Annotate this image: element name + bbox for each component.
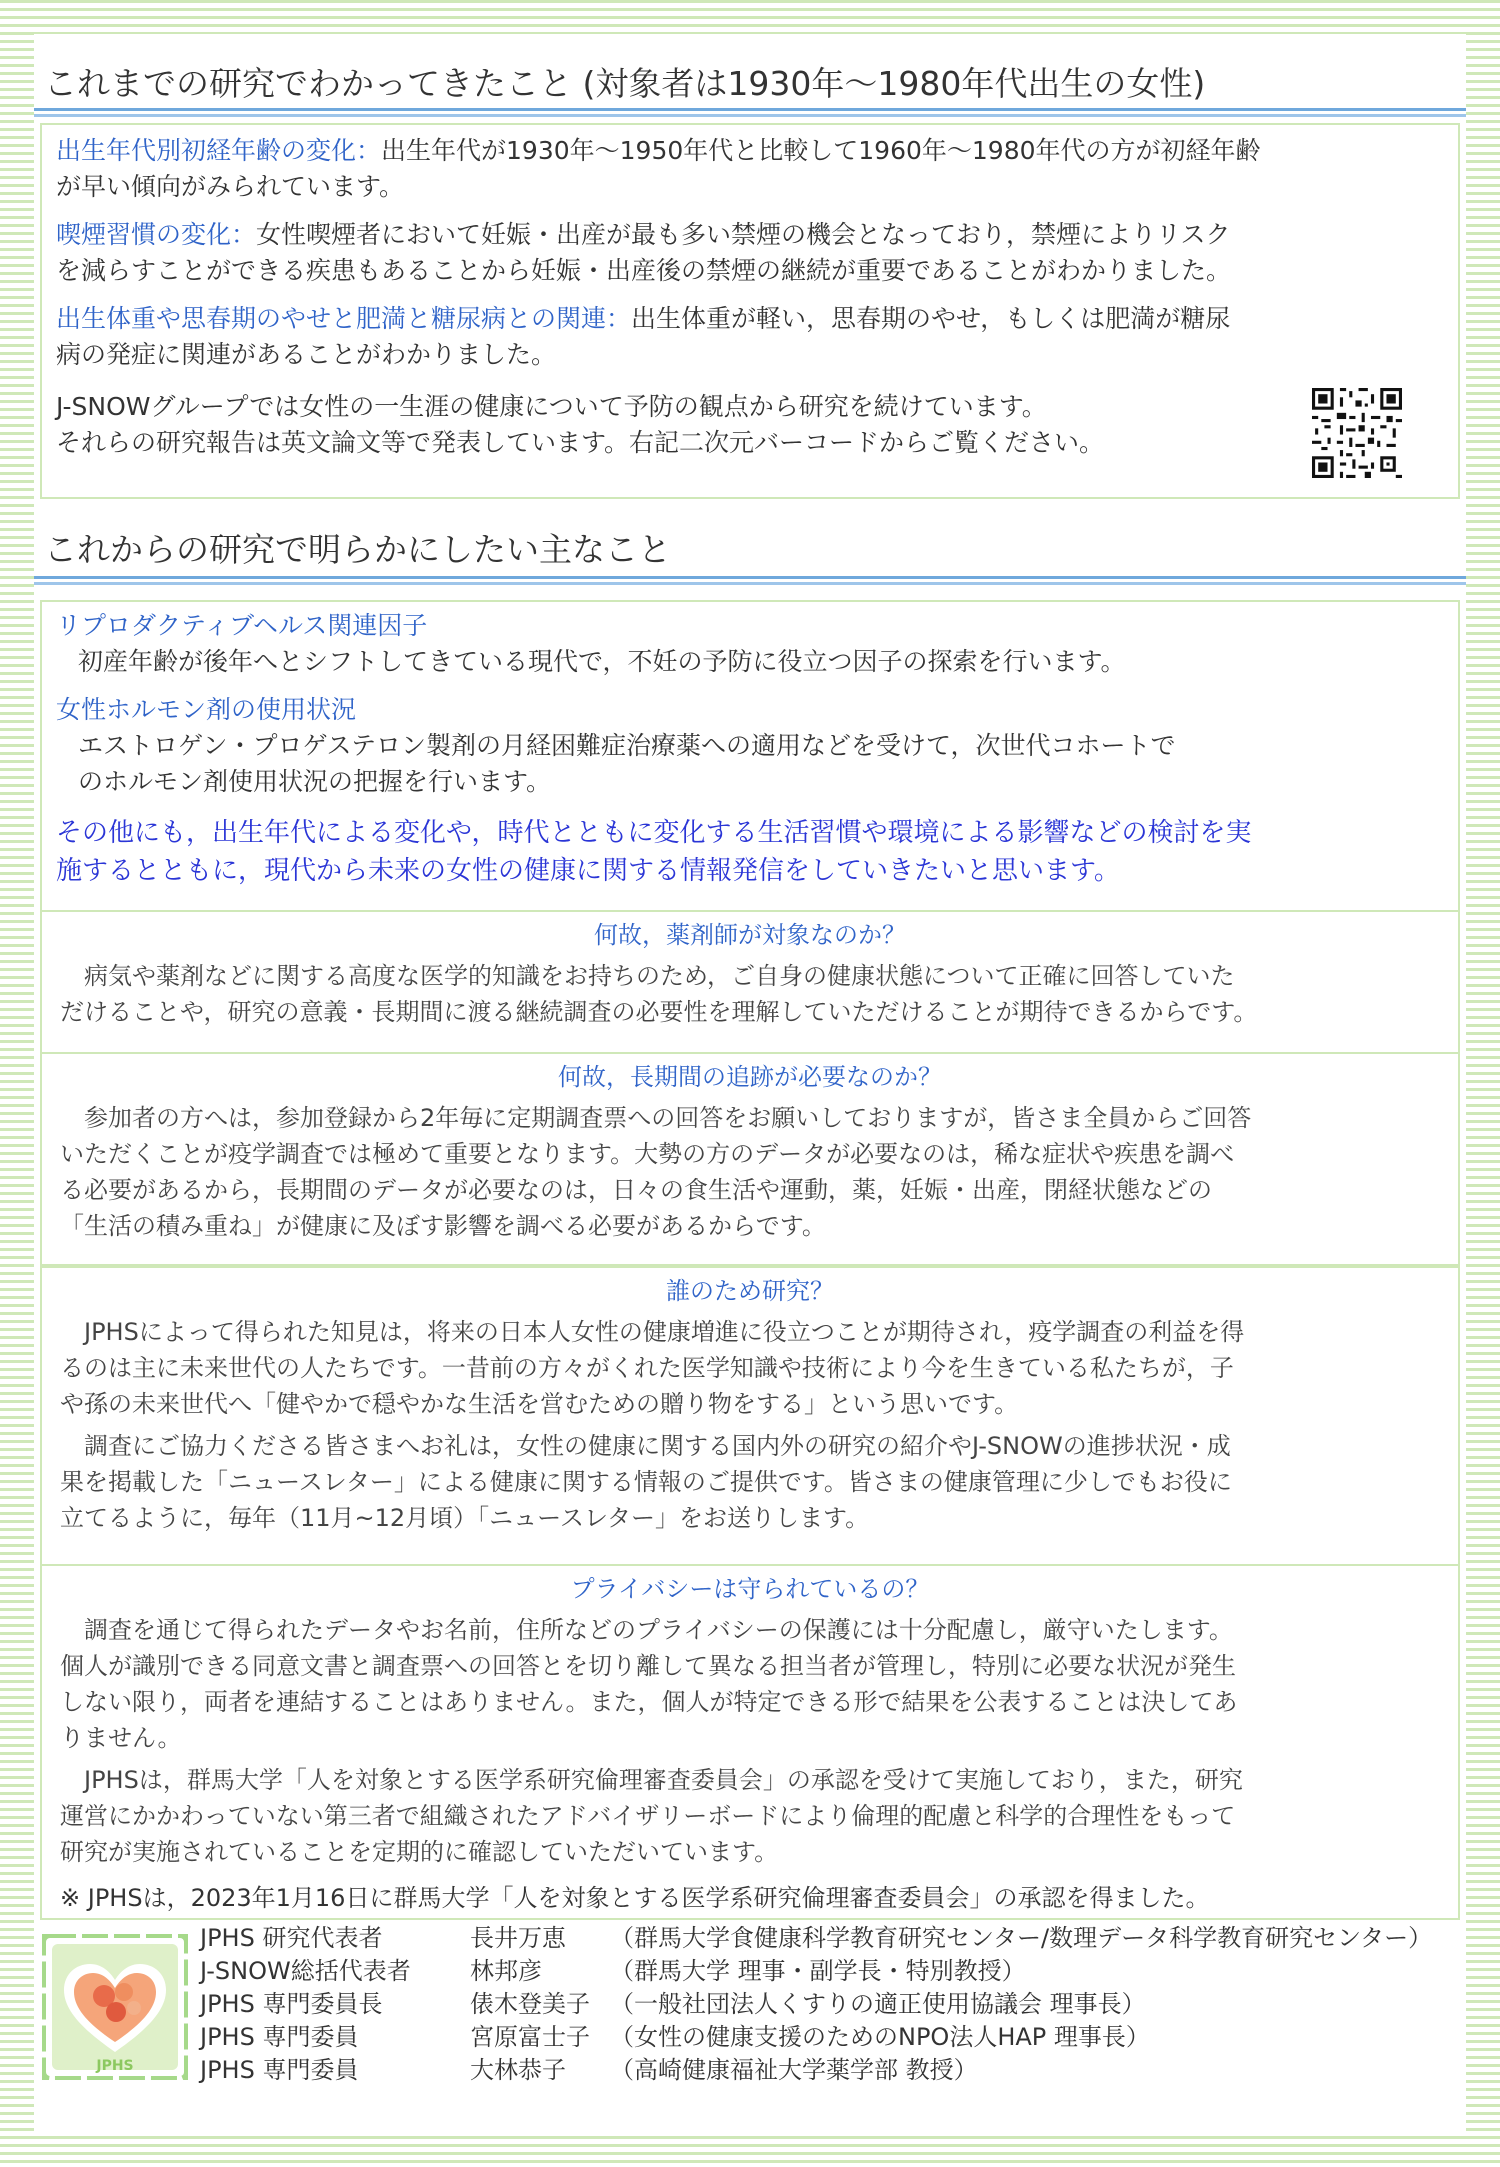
person-row: [200, 2021, 1450, 2054]
section2-rule: [34, 576, 1466, 585]
qa-line: る必要があるから，長期間のデータが必要なのは，日々の食生活や運動，薬，妊娠・出産，閉経状態などの: [60, 1176, 1212, 1204]
section1-title: これまでの研究でわかってきたこと (対象者は1930年～1980年代出生の女性): [44, 64, 1206, 103]
qa-box-privacy: [40, 1564, 1460, 1920]
closing-text: [56, 389, 1296, 461]
qa-line: JPHSは，群馬大学「人を対象とする医学系研究倫理審査委員会」の承認を受けて実施しており，また，研究: [84, 1766, 1243, 1794]
item-head: 喫煙習慣の変化：: [56, 220, 257, 249]
item-head: 出生体重や思春期のやせと肥満と糖尿病との関連：: [56, 304, 632, 333]
item-text: 病の発症に関連があることがわかりました。: [56, 340, 557, 369]
item-smoking: [56, 217, 1446, 289]
item-text: が早い傾向がみられています。: [56, 172, 405, 201]
person-row: [200, 1988, 1450, 2021]
qa-line: いただくことが疫学調査では極めて重要となります。大勢の方のデータが必要なのは，稀な症状や疾患を調べ: [60, 1140, 1235, 1168]
future-item-head: 女性ホルモン剤の使用状況: [56, 695, 357, 724]
closing-line-1: J-SNOWグループでは女性の一生涯の健康について予防の観点から研究を続けています。: [56, 392, 1047, 421]
item-birthweight: [56, 301, 1446, 373]
qa-line: 果を掲載した「ニュースレター」による健康に関する情報のご提供です。皆さまの健康管理に少しでもお役に: [60, 1468, 1232, 1496]
qa-title: プライバシーは守られているの？: [570, 1575, 930, 1603]
qa-line: しない限り，両者を連結することはありません。また，個人が特定できる形で結果を公表することは決してあ: [60, 1688, 1238, 1716]
future-summary: [56, 814, 1446, 890]
qa-body: [60, 1314, 1446, 1536]
person-name: 大林恭子: [470, 2056, 566, 2084]
future-item-line: のホルモン剤使用状況の把握を行います。: [78, 767, 552, 796]
qa-line: や孫の未来世代へ「健やかで穏やかな生活を営むための贈り物をする」という思いです。: [60, 1390, 1019, 1418]
person-affiliation: （群馬大学 理事・副学長・特別教授）: [610, 1957, 1026, 1985]
person-affiliation: （一般社団法人くすりの適正使用協議会 理事長）: [610, 1990, 1146, 2018]
person-affiliation: （高崎健康福祉大学薬学部 教授）: [610, 2056, 978, 2084]
person-name: 長井万恵: [470, 1924, 566, 1952]
qa-line: 「生活の積み重ね」が健康に及ぼす影響を調べる必要があるからです。: [60, 1212, 826, 1240]
item-text: を減らすことができる疾患もあることから妊娠・出産後の禁煙の継続が重要であることがわかりました。: [56, 256, 1232, 285]
section2-box: [40, 600, 1460, 920]
qr-code-icon[interactable]: [1312, 388, 1402, 478]
people-list: [200, 1922, 1450, 2087]
person-name: 林邦彦: [470, 1957, 542, 1985]
flyer-page: [34, 34, 1466, 2133]
qa-box-pharmacist: [40, 910, 1460, 1054]
item-menarche: [56, 133, 1446, 205]
person-name: 俵木登美子: [470, 1990, 590, 2018]
qa-line: 調査にご協力くださる皆さまへお礼は，女性の健康に関する国内外の研究の紹介やJ-SNOWの進捗状況・成: [84, 1432, 1231, 1460]
section1-rule: [34, 108, 1466, 117]
item-head: 出生年代別初経年齢の変化：: [56, 136, 382, 165]
item-text: 出生年代が1930年～1950年代と比較して1960年～1980年代の方が初経年齢: [381, 136, 1261, 165]
qa-line: 立てるように，毎年（11月~12月頃）「ニュースレター」をお送りします。: [60, 1504, 870, 1532]
person-role: JPHS 専門委員長: [200, 1990, 383, 2018]
person-role: JPHS 専門委員: [200, 2056, 359, 2084]
qa-line: 調査を通じて得られたデータやお名前，住所などのプライバシーの保護には十分配慮し，厳守いたします。: [84, 1616, 1233, 1644]
qa-line: 参加者の方へは，参加登録から2年毎に定期調査票への回答をお願いしておりますが，皆さま全員からご回答: [84, 1104, 1252, 1132]
person-affiliation: （女性の健康支援のためのNPO法人HAP 理事長）: [610, 2023, 1150, 2051]
qa-body: [60, 958, 1446, 1030]
approval-note: ※ JPHSは，2023年1月16日に群馬大学「人を対象とする医学系研究倫理審査委員会」の承認を得ました。: [60, 1884, 1210, 1912]
qa-box-whom: [40, 1266, 1460, 1566]
item-text: 出生体重が軽い，思春期のやせ，もしくは肥満が糖尿: [631, 304, 1231, 333]
closing-line-2: それらの研究報告は英文論文等で発表しています。右記二次元バーコードからご覧ください。: [56, 428, 1105, 457]
person-row: [200, 1922, 1450, 1955]
jphs-logo-icon: [42, 1934, 188, 2080]
qa-line: だけることや，研究の意義・長期間に渡る継続調査の必要性を理解していただけることが期待できるからです。: [60, 998, 1258, 1026]
person-row: [200, 1955, 1450, 1988]
section1-box: [40, 123, 1460, 499]
qa-body: [60, 1100, 1446, 1244]
person-affiliation: （群馬大学食健康科学教育研究センター/数理データ科学教育研究センター）: [610, 1924, 1433, 1952]
qa-line: 研究が実施されていることを定期的に確認していただいています。: [60, 1838, 779, 1866]
qa-line: JPHSによって得られた知見は，将来の日本人女性の健康増進に役立つことが期待され，疫学調査の利益を得: [84, 1318, 1245, 1346]
qa-body: [60, 1612, 1446, 1916]
person-row: [200, 2054, 1450, 2087]
qa-title: 何故，長期間の追跡が必要なのか？: [558, 1063, 942, 1091]
qa-title: 誰のため研究？: [666, 1277, 834, 1305]
qa-line: 病気や薬剤などに関する高度な医学的知識をお持ちのため，ご自身の健康状態について正確に回答していた: [84, 962, 1235, 990]
summary-line: その他にも，出生年代による変化や，時代とともに変化する生活習慣や環境による影響などの検討を実: [56, 818, 1252, 848]
qa-line: りません。: [60, 1724, 182, 1752]
future-item-text: [78, 728, 1468, 800]
future-item-text: 初産年齢が後年へとシフトしてきている現代で，不妊の予防に役立つ因子の探索を行います。: [78, 647, 1126, 676]
qa-box-longterm: [40, 1052, 1460, 1266]
qa-line: 個人が識別できる同意文書と調査票への回答とを切り離して異なる担当者が管理し，特別に必要な状況が発生: [60, 1652, 1236, 1680]
summary-line: 施するとともに，現代から未来の女性の健康に関する情報発信をしていきたいと思います。: [56, 856, 1120, 886]
qa-line: るのは主に未来世代の人たちです。一昔前の方々がくれた医学知識や技術により今を生きている私たちが，子: [60, 1354, 1234, 1382]
person-name: 宮原富士子: [470, 2023, 590, 2051]
logo-text: JPHS: [96, 2058, 134, 2074]
person-role: JPHS 研究代表者: [200, 1924, 383, 1952]
qa-title: 何故，薬剤師が対象なのか？: [594, 921, 906, 949]
item-text: 女性喫煙者において妊娠・出産が最も多い禁煙の機会となっており，禁煙によりリスク: [256, 220, 1231, 249]
person-role: JPHS 専門委員: [200, 2023, 359, 2051]
future-item-head: リプロダクティブヘルス関連因子: [56, 611, 428, 640]
qa-line: 運営にかかわっていない第三者で組織されたアドバイザリーボードにより倫理的配慮と科学的合理性をもって: [60, 1802, 1236, 1830]
future-item-line: エストロゲン・プロゲステロン製剤の月経困難症治療薬への適用などを受けて，次世代コホートで: [78, 731, 1176, 760]
section2-title: これからの研究で明らかにしたい主なこと: [44, 530, 671, 569]
person-role: J-SNOW総括代表者: [200, 1957, 411, 1985]
